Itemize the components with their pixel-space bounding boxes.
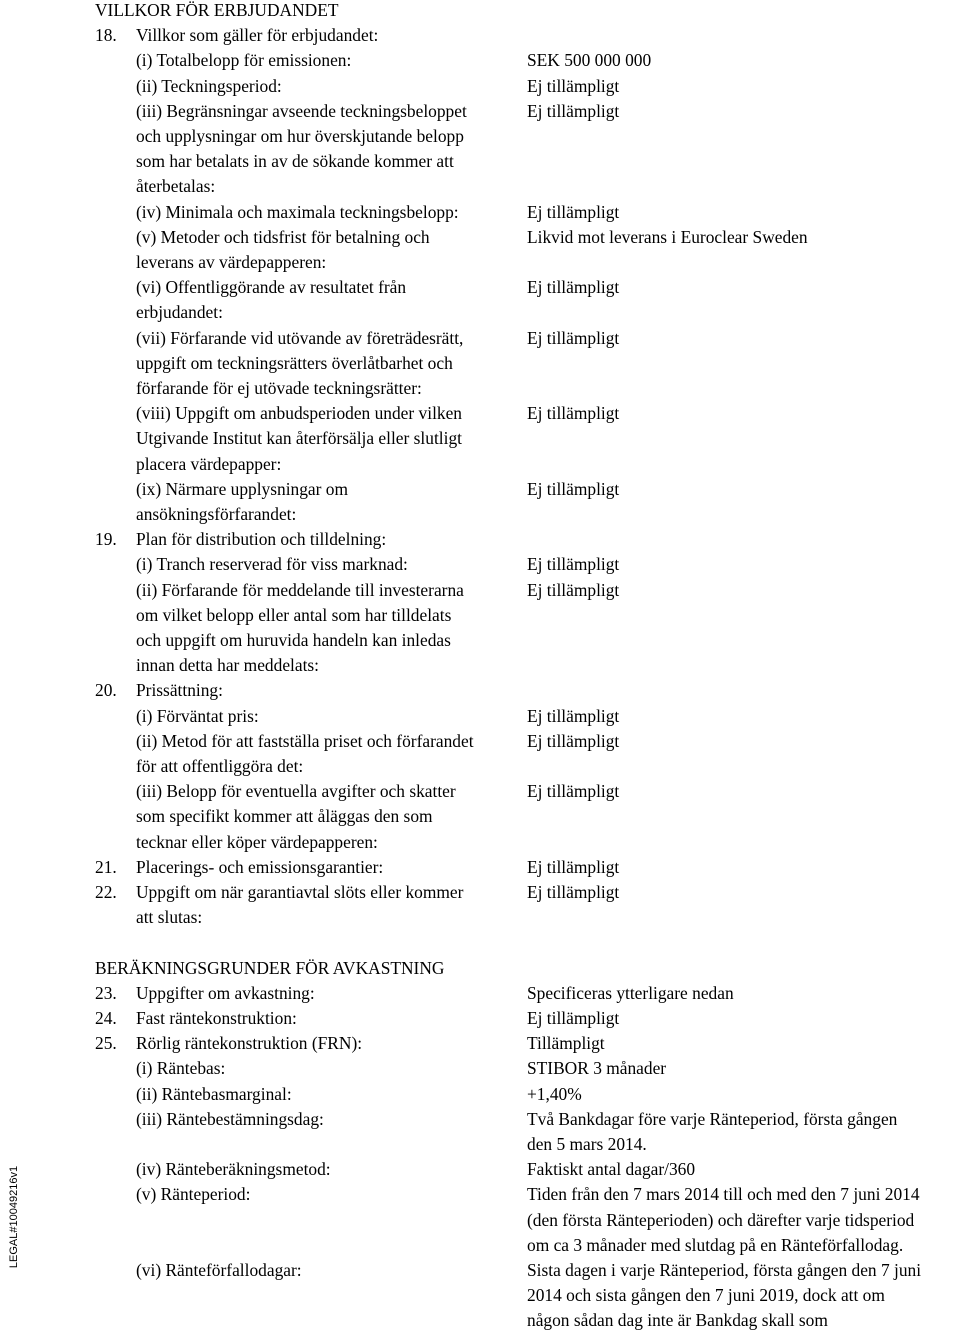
label-text: uppgift om teckningsrätters överlåtbarhet och [136, 352, 453, 373]
value-text: Ej tillämpligt [527, 478, 620, 499]
label-text: om vilket belopp eller antal som har tilldelats [136, 604, 452, 625]
item-number: 20. [95, 680, 117, 701]
value-text: SEK 500 000 000 [527, 50, 652, 71]
value-text: Ej tillämpligt [527, 705, 620, 726]
value-text: om ca 3 månader med slutdag på en Ränteförfallodag. [527, 1234, 904, 1255]
value-text: 2014 och sista gången den 7 juni 2019, dock att om [527, 1285, 885, 1306]
label-text: (i) Förväntat pris: [136, 705, 259, 726]
label-text: Fast räntekonstruktion: [136, 1008, 297, 1028]
item-number: 24. [95, 1008, 117, 1028]
value-text: den 5 mars 2014. [527, 1134, 647, 1154]
label-text: (i) Totalbelopp för emissionen: [136, 50, 352, 71]
value-text: Ej tillämpligt [527, 100, 620, 121]
item-number: 18. [95, 25, 117, 46]
value-text: någon sådan dag inte är Bankdag skall som [527, 1310, 828, 1331]
label-text: (iii) Räntebestämningsdag: [136, 1108, 324, 1129]
label-text: (iv) Minimala och maximala teckningsbelopp: [136, 201, 459, 222]
label-text: (v) Ränteperiod: [136, 1184, 251, 1205]
label-text: för att offentliggöra det: [136, 756, 304, 776]
label-text: Placerings- och emissionsgarantier: [136, 856, 384, 877]
value-text: Två Bankdagar före varje Ränteperiod, första gången [527, 1108, 898, 1129]
value-text: Ej tillämpligt [527, 554, 620, 575]
value-text: +1,40% [527, 1083, 582, 1104]
label-text: och upplysningar om hur överskjutande belopp [136, 126, 464, 146]
label-text: som har betalats in av de sökande kommer att [136, 151, 454, 172]
item-number: 22. [95, 882, 117, 902]
label-text: innan detta har meddelats: [136, 655, 320, 676]
label-text: ansökningsförfarandet: [136, 504, 297, 524]
label-text: leverans av värdepapperen: [136, 252, 327, 272]
label-text: (vi) Ränteförfallodagar: [136, 1260, 302, 1280]
label-text: (ix) Närmare upplysningar om [136, 478, 349, 499]
label-text: Villkor som gäller för erbjudandet: [136, 25, 379, 46]
value-text: Specificeras ytterligare nedan [527, 982, 734, 1003]
label-text: (viii) Uppgift om anbudsperioden under vilken [136, 403, 463, 424]
label-text: tecknar eller köper värdepapperen: [136, 831, 378, 852]
value-text: Ej tillämpligt [527, 403, 620, 424]
value-text: (den första Ränteperioden) och därefter varje tidsperiod [527, 1209, 915, 1230]
label-text: (iii) Begränsningar avseende teckningsbeloppet [136, 100, 467, 121]
document-reference-code: LEGAL#10049216v1 [8, 1165, 20, 1269]
item-number: 21. [95, 856, 117, 877]
value-text: Ej tillämpligt [527, 277, 620, 298]
value-text: STIBOR 3 månader [527, 1058, 667, 1079]
label-text: Uppgift om när garantiavtal slöts eller kommer [136, 882, 464, 902]
label-text: (ii) Teckningsperiod: [136, 75, 282, 96]
label-text: (i) Tranch reserverad för viss marknad: [136, 554, 408, 575]
value-text: Ej tillämpligt [527, 882, 620, 902]
label-text: (ii) Metod för att fastställa priset och förfarandet [136, 730, 474, 751]
label-text: erbjudandet: [136, 302, 223, 323]
label-text: (i) Räntebas: [136, 1058, 226, 1079]
value-text: Ej tillämpligt [527, 781, 620, 802]
value-text: Ej tillämpligt [527, 856, 620, 877]
label-text: (vi) Offentliggörande av resultatet från [136, 277, 407, 298]
value-text: Ej tillämpligt [527, 327, 620, 348]
value-text: Likvid mot leverans i Euroclear Sweden [527, 226, 808, 247]
label-text: förfarande för ej utövade teckningsrätter: [136, 378, 422, 398]
value-text: Sista dagen i varje Ränteperiod, första gången den 7 juni [527, 1260, 922, 1280]
value-text: Tiden från den 7 mars 2014 till och med den 7 juni 2014 [527, 1184, 920, 1205]
section-heading: VILLKOR FÖR ERBJUDANDET [95, 0, 339, 20]
item-number: 23. [95, 982, 117, 1003]
label-text: (iii) Belopp för eventuella avgifter och skatter [136, 781, 456, 802]
item-number: 19. [95, 529, 117, 550]
label-text: (v) Metoder och tidsfrist för betalning och [136, 226, 430, 247]
label-text: placera värdepapper: [136, 453, 282, 474]
label-text: Utgivande Institut kan återförsälja eller slutligt [136, 428, 462, 449]
label-text: återbetalas: [136, 176, 216, 197]
label-text: (vii) Förfarande vid utövande av företrädesrätt, [136, 327, 464, 348]
value-text: Ej tillämpligt [527, 1008, 620, 1028]
label-text: och uppgift om huruvida handeln kan inledas [136, 630, 451, 650]
label-text: som specifikt kommer att åläggas den som [136, 806, 433, 827]
value-text: Ej tillämpligt [527, 730, 620, 751]
item-number: 25. [95, 1033, 117, 1054]
value-text: Ej tillämpligt [527, 579, 620, 600]
value-text: Ej tillämpligt [527, 201, 620, 222]
value-text: Faktiskt antal dagar/360 [527, 1159, 696, 1180]
label-text: Uppgifter om avkastning: [136, 982, 315, 1003]
label-text: att slutas: [136, 907, 203, 928]
value-text: Tillämpligt [527, 1033, 605, 1054]
label-text: Prissättning: [136, 680, 223, 701]
label-text: (ii) Räntebasmarginal: [136, 1083, 292, 1104]
label-text: Plan för distribution och tilldelning: [136, 529, 387, 550]
label-text: (iv) Ränteberäkningsmetod: [136, 1159, 331, 1180]
section-heading: BERÄKNINGSGRUNDER FÖR AVKASTNING [95, 957, 445, 978]
value-text: Ej tillämpligt [527, 75, 620, 96]
label-text: (ii) Förfarande för meddelande till investerarna [136, 579, 464, 600]
label-text: Rörlig räntekonstruktion (FRN): [136, 1033, 363, 1054]
